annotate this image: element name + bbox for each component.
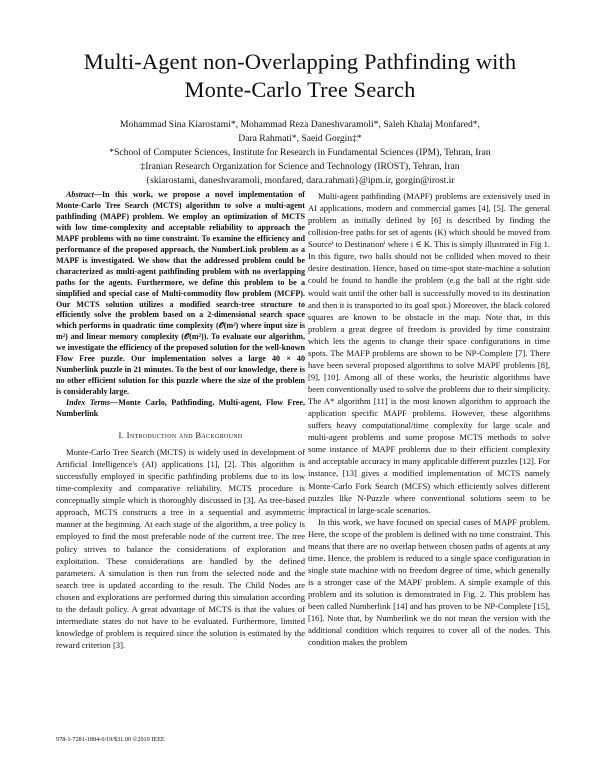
affiliation-2: ‡Iranian Research Organization for Science and Technology (IROST), Tehran, Iran: [140, 161, 460, 172]
title-line-1: Multi-Agent non-Overlapping Pathfinding with: [83, 49, 517, 74]
paper-title: [40, 48, 560, 104]
right-paragraph-1: Multi-agent pathfinding (MAPF) problems are extensively used in AI applications, modern and commercial games [4], [5]. The general problem as initially defined by [6] is described by finding the collision-free paths for set of agents (K) which should be moved from Sourceⁱ to Destinationⁱ where i ∈ K. This is simply illustrated in Fig 1. In this figure, two balls should not be collided when moved to their desire destination. Hence, based on time-spot state-machine a solution could be found to handle the problem (e.g the ball at the right side would wait until the other ball is successfully moved to its destination and then it is transported to its goal spot.) Moreover, the black colored squares are known to be obstacle in the map. Note that, in this problem a great degree of freedom is provided by time constraint which lets the agents to change their space configurations in time spots. The MAFP problems are shown to be NP-Complete [7]. There have been several proposed algorithms to solve MAPF problems [8], [9], [10]. Among all of these works, the heuristic algorithms have been conventionally used to solve the problems due to their simplicity. The A* algorithm [11] is the most known algorithm to approach the application specific MAPF problems. However, these algorithms suffers heavy computational/time complexity for large scale and multi-agent problems and some propose MCTS methods to solve some instance of MAPF problems due to their efficient complexity and acceptable accuracy in many applicable different puzzles [12]. For instance, [13] gives a modified implementation of MCTS namely Monte-Carlo Fork Search (MCFS) which efficiently solves different puzzles like N-Puzzle where conventional solutions seem to be impractical in large-scale scenarios.: [308, 191, 550, 515]
author-block: [40, 118, 560, 188]
right-column: [308, 190, 550, 648]
right-paragraph-2: In this work, we have focused on special cases of MAPF problem. Here, the scope of the problem is defined with no time constraint. This means that there are no overlap between chosen paths of agents at any time. Hence, the problem is reduced to a single space configuration in single state machine with no freedom degree of time, which generally is a stronger case of the MAPF problem. A simple example of this problem and its solution is demonstrated in Fig. 2. This problem has been called Numberlink [14] and has proven to be NP-Complete [15], [16]. Note that, by Numberlink we do not mean the version with the additional condition which requires to cover all of the nodes. This condition makes the problem: [308, 516, 550, 648]
affiliation-1: *School of Computer Sciences, Institute for Research in Fundamental Sciences (IPM), Tehran, Iran: [109, 147, 491, 158]
copyright-footer: 978-1-7281-1884-0/19/$31.00 ©2019 IEEE: [56, 736, 165, 743]
intro-paragraph-1: Monte-Carlo Tree Search (MCTS) is widely used in development of Artificial Intelligence's (AI) applications [1], [2]. This algorithm is successfully employed in specific pathfinding problems due to its low time-complexity and comparative reliability. MCTS procedure is conceptually simple which is thoroughly discussed in [3]. As tree-based approach, MCTS constructs a tree in a sequential and asymmetric manner at the beginning. At each stage of the algorithm, a tree policy is employed to find the most preferable node of the current tree. The tree policy strives to balance the considerations of exploration and exploitation. These considerations are handled by the defined parameters. A simulation is then run from the selected node and the search tree is updated according to the result. The Child Nodes are chosen and explorations are performed during this simulation according to the default policy. A great advantage of MCTS is that the values of intermediate states do not have to be evaluated. Furthermore, limited knowledge of problem is required since the solution is estimated by the reward criterion [3].: [56, 447, 305, 651]
abstract: [56, 190, 305, 398]
section-heading: I. Introduction and Background: [118, 430, 243, 441]
index-terms-lead: Index Terms: [66, 398, 111, 408]
authors-line-2: Dara Rahmati*, Saeid Gorgin‡*: [238, 133, 362, 144]
abstract-lead: Abstract: [66, 190, 94, 199]
abstract-text: —In this work, we propose a novel implementation of Monte-Carlo Tree Search (MCTS) algorithm to solve a multi-agent pathfinding (MAPF) problem. We employ an optimization of MCTS with low time-complexity and acceptable reliability to approach the MAPF problems with no time constraint. To examine the efficiency and performance of the proposed approach, the NumberLink problem as a MAPF is investigated. We show that the addressed problem could be characterized as multi-agent pathfinding problem with no overlapping paths for the agents. Furthermore, we define this problem to be a simplified and special case of Multi-commodity flow problem (MCFP). Our MCTS solution utilizes a modified search-tree structure to efficiently solve the problem based on a 2-dimensional search space which performs in quadratic time complexity (𝒪(m²) where input size is m²) and linear memory complexity (𝒪(m²)). To evaluate our algorithm, we investigate the efficiency of the proposed solution for the well-known Flow Free puzzle. Our implementation solves a large 40 × 40 Numberlink puzzle in 21 minutes. To the best of our knowledge, there is no other efficient solution for this puzzle where the size of the problem is considerably large.: [56, 190, 305, 397]
authors-line-1: Mohammad Sina Kiarostami*, Mohammad Reza Daneshvaramoli*, Saleh Khalaj Monfared*,: [120, 119, 480, 130]
title-line-2: Monte-Carlo Tree Search: [184, 77, 416, 102]
index-terms: [56, 398, 305, 420]
author-emails: {skiarostami, daneshvaramoli, monfared, dara.rahmati}@ipm.ir, gorgin@irost.ir: [145, 175, 455, 186]
left-column: [56, 190, 305, 651]
index-terms-text: —Monte Carlo, Pathfinding, Multi-agent, Flow Free, Numberlink: [56, 398, 306, 419]
